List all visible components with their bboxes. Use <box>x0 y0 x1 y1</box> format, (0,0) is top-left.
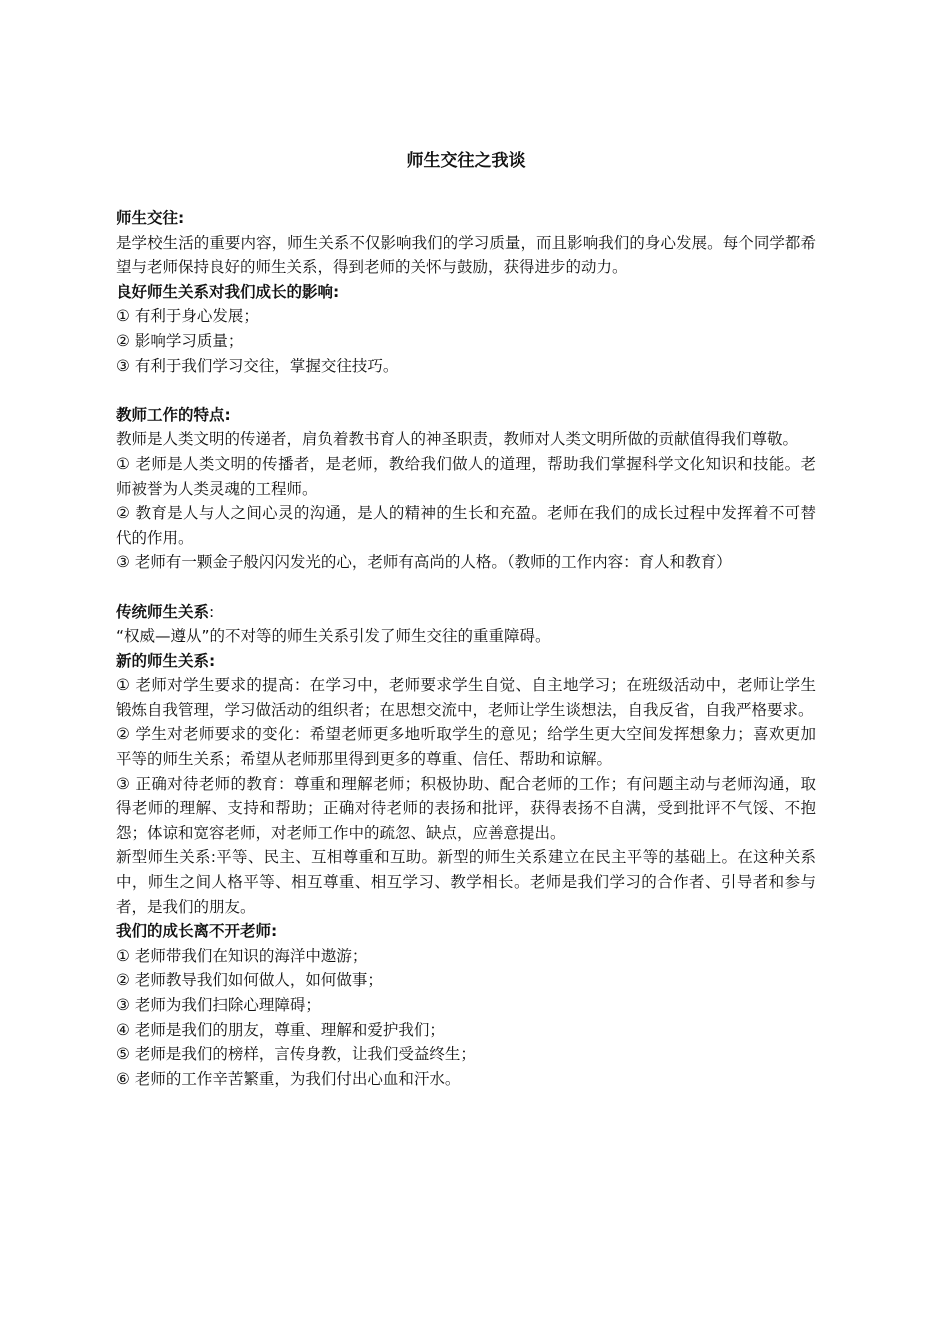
list-item: ③ 正确对待老师的教育：尊重和理解老师；积极协助、配合老师的工作；有问题主动与老师沟通，取得老师的理解、支持和帮助；正确对待老师的表扬和批评，获得表扬不自满，受到批评不气馁、不抱怨；体谅和宽容老师，对老师工作中的疏忽、缺点，应善意提出。 <box>116 774 816 842</box>
list-item: ③ 老师为我们扫除心理障碍； <box>116 996 321 1014</box>
list-item: ② 教育是人与人之间心灵的沟通，是人的精神的生长和充盈。老师在我们的成长过程中发挥着不可替代的作用。 <box>116 504 816 547</box>
spacer <box>116 575 816 600</box>
list-item: ③ 有利于我们学习交往，掌握交往技巧。 <box>116 356 399 375</box>
heading-growth-needs-teachers: 我们的成长离不开老师: <box>116 922 278 941</box>
paragraph-new-relationship-definition: 新型师生关系:平等、民主、互相尊重和互助。新型的师生关系建立在民主平等的基础上。在这种关系中，师生之间人格平等、相互尊重、相互学习、教学相长。老师是我们学习的合作者、引导者和参与者，是我们的朋友。 <box>116 848 816 916</box>
heading-traditional-relationship: 传统师生关系 <box>116 602 210 621</box>
heading-good-relationship-impact: 良好师生关系对我们成长的影响: <box>116 282 340 301</box>
list-item: ② 老师教导我们如何做人，如何做事； <box>116 971 383 990</box>
list-item: ① 老师是人类文明的传播者，是老师，教给我们做人的道理，帮助我们掌握科学文化知识和技能。老师被誉为人类灵魂的工程师。 <box>116 454 816 498</box>
heading-teacher-student-interaction: 师生交往: <box>116 209 185 227</box>
list-item: ③ 老师有一颗金子般闪闪发光的心，老师有高尚的人格。（教师的工作内容：育人和教育） <box>116 553 732 572</box>
heading-teacher-work-features: 教师工作的特点: <box>116 405 231 424</box>
list-item: ⑤ 老师是我们的榜样，言传身教，让我们受益终生； <box>116 1045 476 1064</box>
document-page <box>116 148 816 1091</box>
heading-traditional-relationship-line <box>116 600 816 625</box>
list-item: ② 学生对老师要求的变化：希望老师更多地听取学生的意见；给学生更大空间发挥想象力；喜欢更加平等的师生关系；希望从老师那里得到更多的尊重、信任、帮助和谅解。 <box>116 725 816 769</box>
list-item: ② 影响学习质量； <box>116 331 244 350</box>
list-item: ④ 老师是我们的朋友，尊重、理解和爱护我们； <box>116 1020 445 1039</box>
spacer <box>116 378 816 403</box>
list-item: ⑥ 老师的工作辛苦繁重，为我们付出心血和汗水。 <box>116 1069 461 1088</box>
heading-colon: : <box>209 602 215 621</box>
paragraph-teacher-role: 教师是人类文明的传递者，肩负着教书育人的神圣职责，教师对人类文明所做的贡献值得我们尊敬。 <box>116 430 799 449</box>
list-item: ① 老师带我们在知识的海洋中遨游； <box>116 946 368 965</box>
document-title: 师生交往之我谈 <box>406 151 526 171</box>
list-item: ① 有利于身心发展； <box>116 307 259 326</box>
list-item: ① 老师对学生要求的提高：在学习中，老师要求学生自觉、自主地学习；在班级活动中，老师让学生锻炼自我管理，学习做活动的组织者；在思想交流中，老师让学生谈想法，自我反省，自我严格要求。 <box>116 676 816 719</box>
paragraph-traditional-relationship: “权威—遵从”的不对等的师生关系引发了师生交往的重重障碍。 <box>116 627 551 646</box>
paragraph-interaction-intro: 是学校生活的重要内容，师生关系不仅影响我们的学习质量，而且影响我们的身心发展。每个同学都希望与老师保持良好的师生关系，得到老师的关怀与鼓励，获得进步的动力。 <box>116 233 816 277</box>
heading-new-relationship: 新的师生关系: <box>116 651 216 670</box>
